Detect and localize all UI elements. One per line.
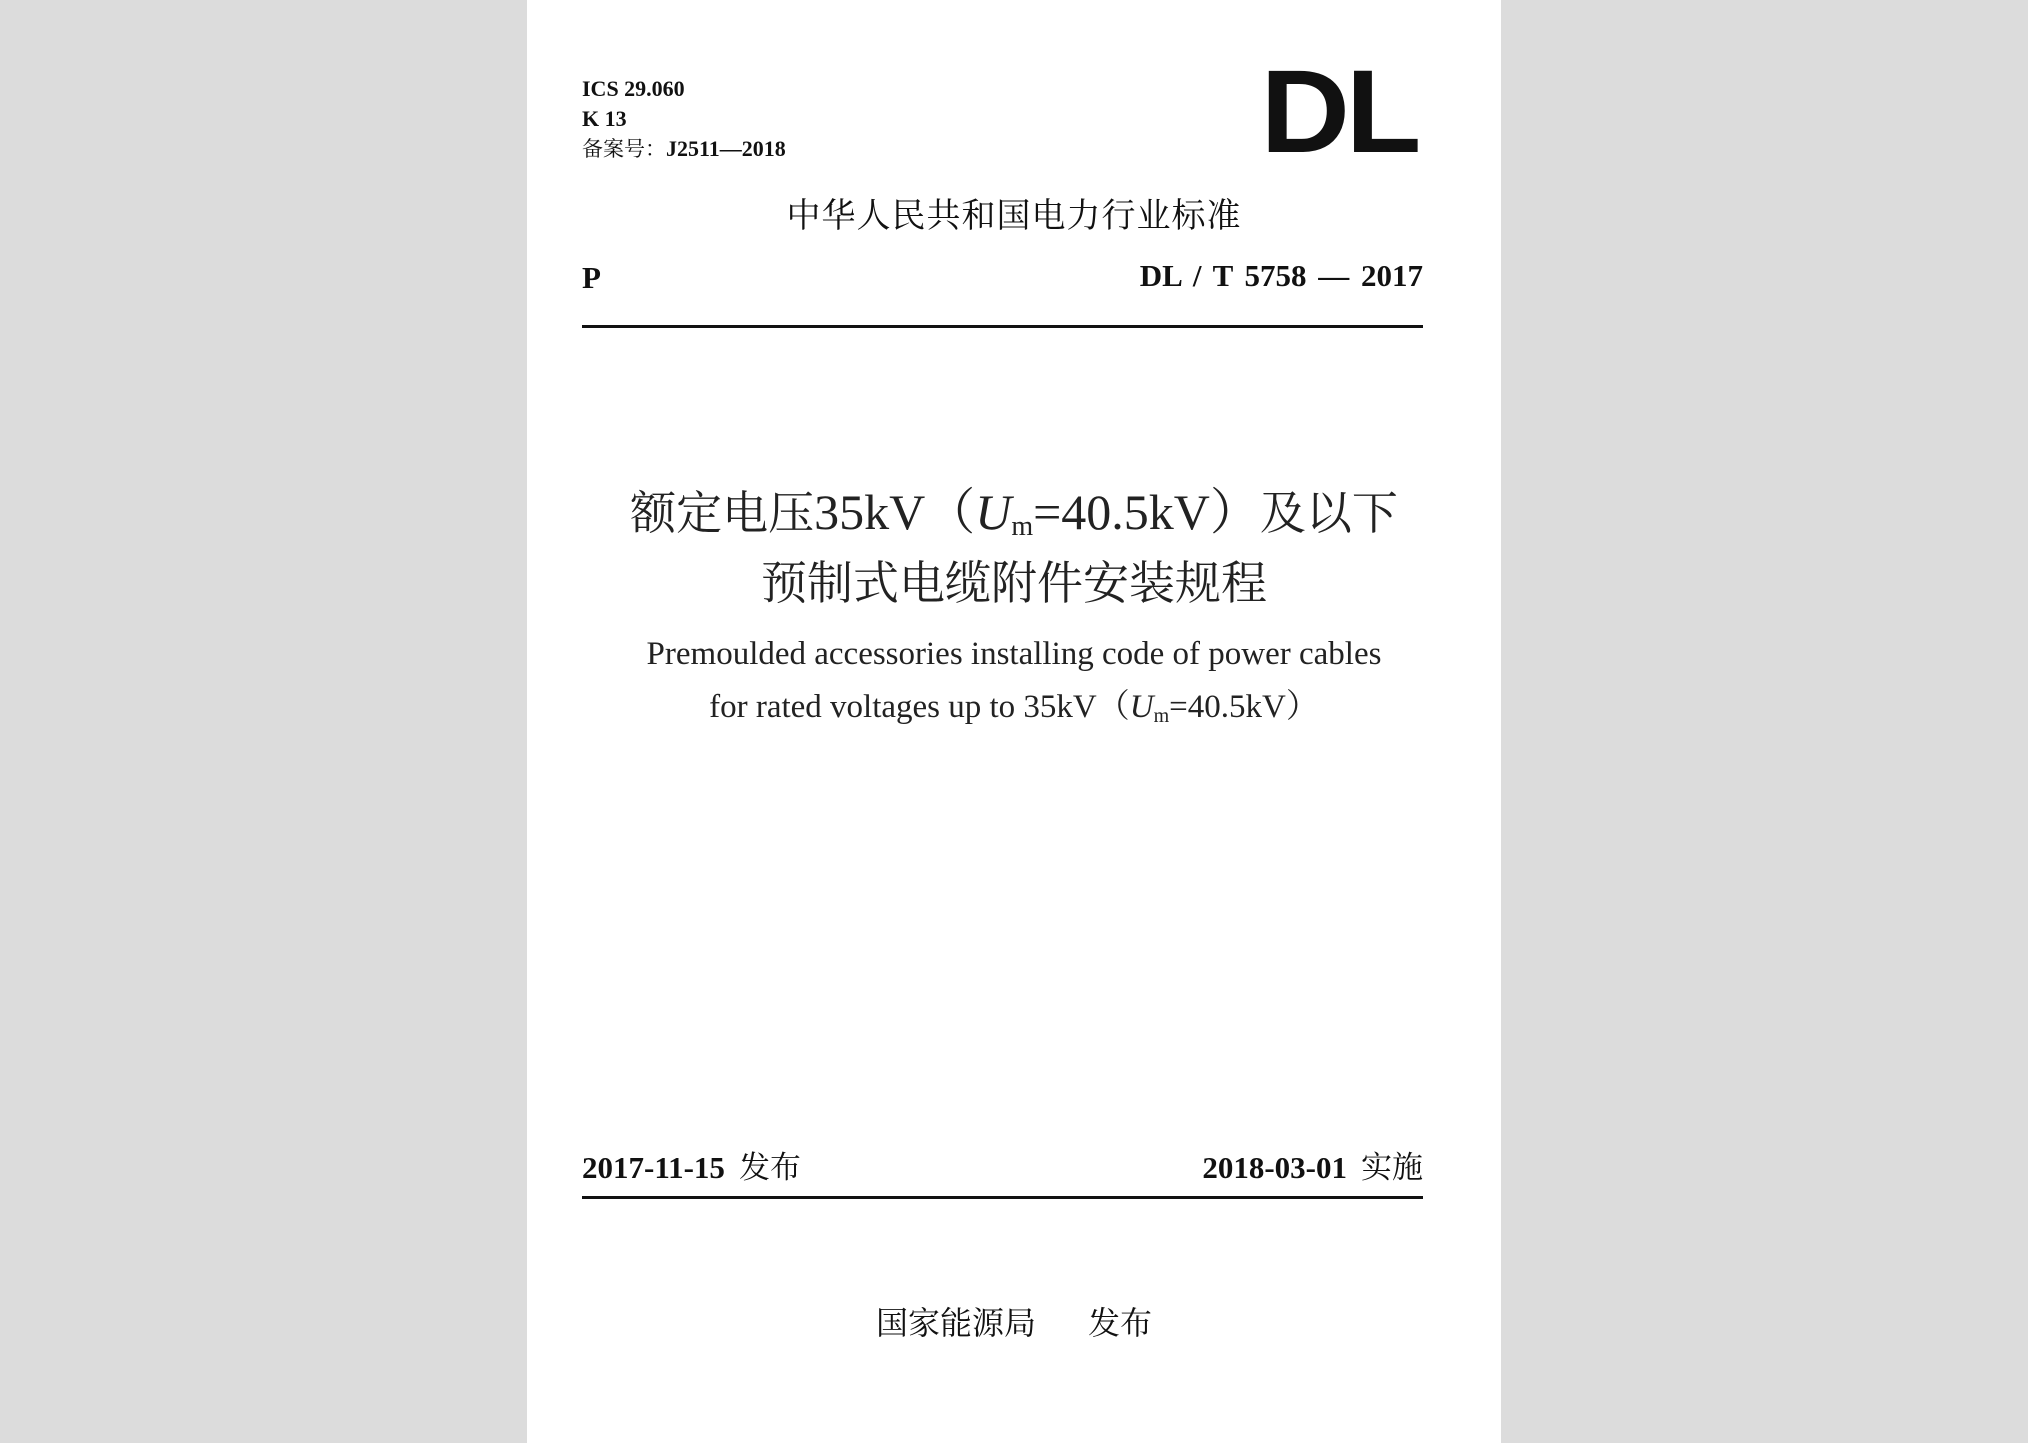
title-cn-prefix: 额定电压 bbox=[630, 486, 815, 540]
title-cn-line2: 预制式电缆附件安装规程 bbox=[761, 556, 1267, 610]
footer-divider bbox=[582, 1196, 1423, 1199]
classification-code: P bbox=[582, 260, 601, 295]
title-cn-suffix: 及以下 bbox=[1259, 486, 1398, 540]
effective-date bbox=[1202, 1142, 1423, 1187]
title-cn-voltage: 35kV（ bbox=[814, 484, 976, 540]
record-value: J2511—2018 bbox=[666, 136, 786, 161]
document-cover bbox=[527, 0, 1501, 1443]
title-en-symbol: U bbox=[1129, 689, 1154, 725]
issue-date-value: 2017-11-15 bbox=[582, 1150, 725, 1185]
title-cn-equation: =40.5kV） bbox=[1033, 484, 1260, 540]
issue-label: 发布 bbox=[738, 1150, 801, 1186]
record-number bbox=[582, 134, 786, 164]
standard-number: DL / T 5758 — 2017 bbox=[1139, 258, 1423, 293]
title-cn-symbol: U bbox=[975, 484, 1012, 540]
title-cn-subscript: m bbox=[1011, 511, 1034, 542]
issue-date bbox=[582, 1142, 801, 1187]
title-en-subscript: m bbox=[1153, 705, 1170, 727]
issuer bbox=[527, 1298, 1501, 1344]
title-en-line1: Premoulded accessories installing code of power cables bbox=[646, 636, 1382, 672]
effective-date-value: 2018-03-01 bbox=[1202, 1150, 1347, 1185]
title-en-suffix: =40.5kV） bbox=[1169, 689, 1319, 725]
title-cn-line1 bbox=[527, 472, 1501, 544]
title-en-prefix: for rated voltages up to 35kV（ bbox=[709, 689, 1130, 725]
issuer-label: 发布 bbox=[1088, 1304, 1153, 1342]
dl-logo: DL bbox=[1260, 46, 1417, 178]
title-en-line2 bbox=[527, 680, 1501, 728]
header-divider bbox=[582, 325, 1423, 328]
effective-label: 实施 bbox=[1361, 1150, 1423, 1186]
ccs-code: K 13 bbox=[582, 106, 627, 131]
issuer-name: 国家能源局 bbox=[875, 1304, 1036, 1342]
ics-code: ICS 29.060 bbox=[582, 76, 685, 101]
record-label: 备案号： bbox=[582, 137, 666, 161]
organization-title: 中华人民共和国电力行业标准 bbox=[786, 196, 1242, 236]
